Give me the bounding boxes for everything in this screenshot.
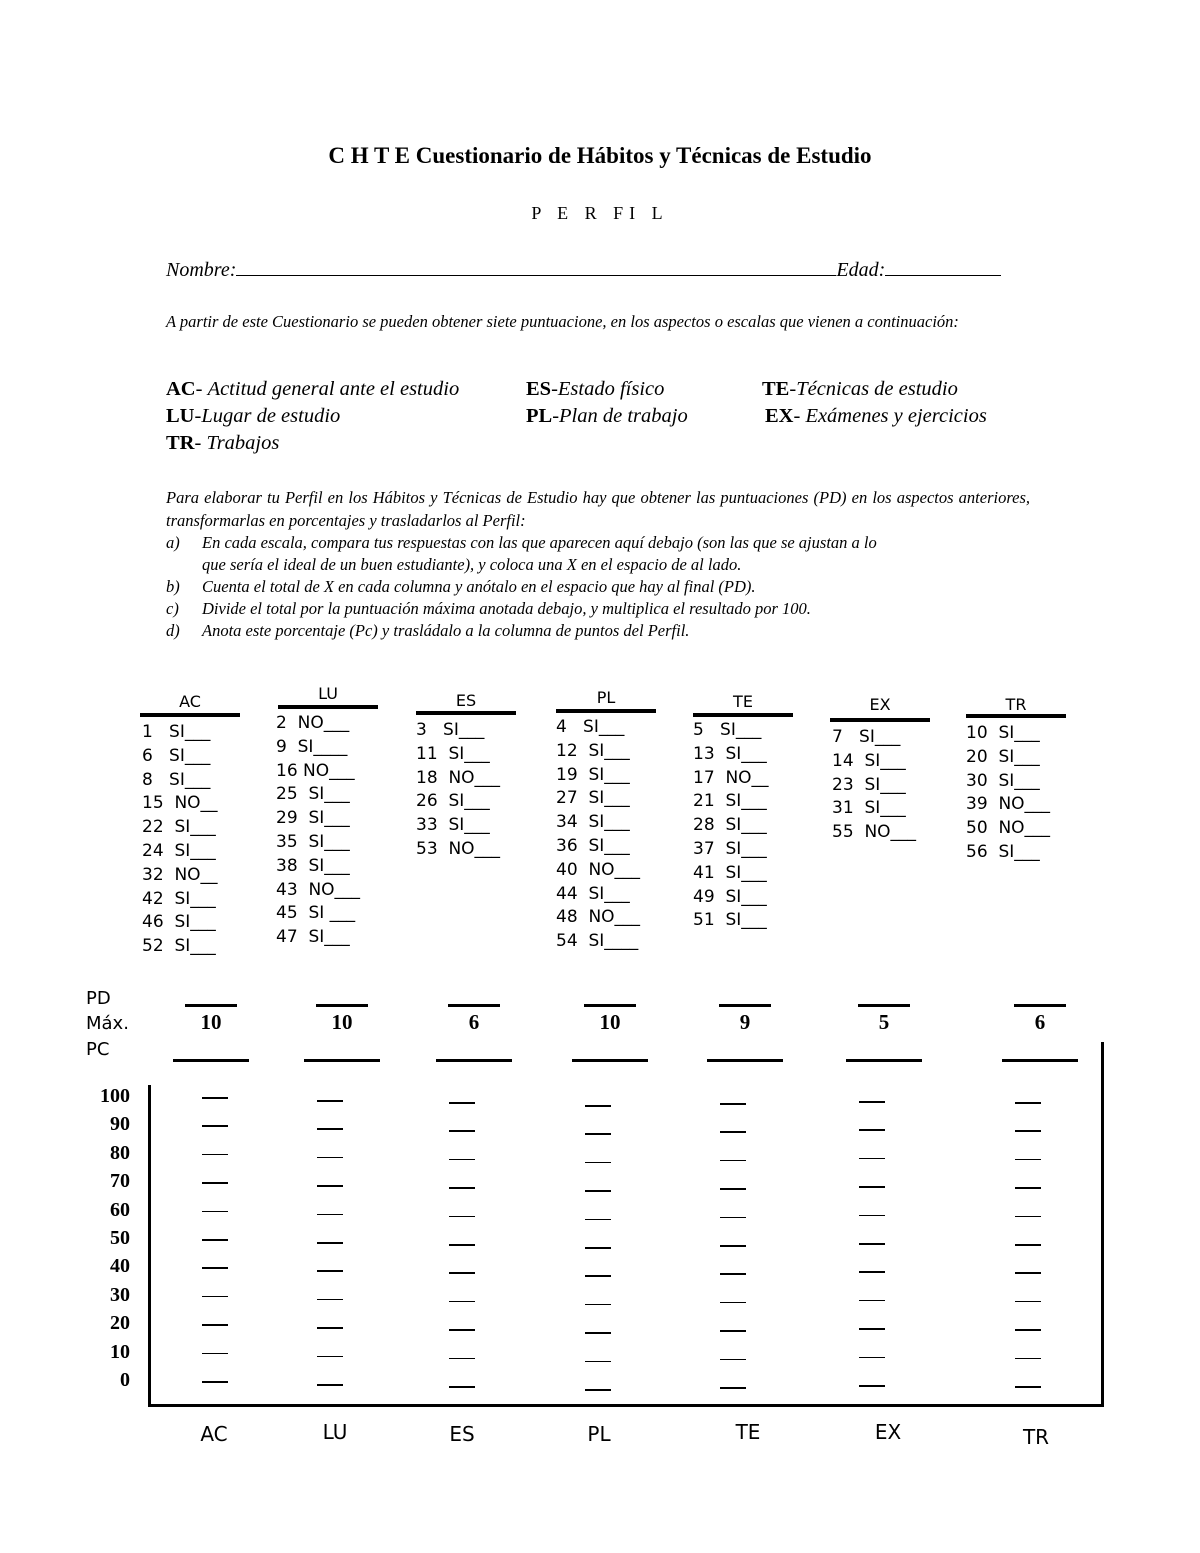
profile-point-slot[interactable] bbox=[859, 1300, 885, 1302]
scale-sep: - bbox=[793, 405, 806, 427]
profile-point-slot[interactable] bbox=[449, 1187, 475, 1189]
pd-blank[interactable] bbox=[448, 1004, 500, 1007]
answer-key-item[interactable]: 50 NO___ bbox=[966, 818, 1051, 839]
step-marker: d) bbox=[166, 621, 180, 640]
name-age-row bbox=[166, 255, 1001, 282]
name-field[interactable] bbox=[236, 255, 836, 276]
y-tick-label: 10 bbox=[110, 1340, 130, 1363]
answer-key-item[interactable]: 8 SI___ bbox=[142, 769, 211, 790]
step-text: En cada escala, compara tus respuestas con las que aparecen aquí debajo (son las que se ajustan a lo bbox=[202, 533, 877, 552]
profile-left-axis bbox=[148, 1085, 151, 1406]
profile-point-slot[interactable] bbox=[585, 1133, 611, 1135]
profile-point-slot[interactable] bbox=[202, 1211, 228, 1213]
answer-key-item[interactable]: 11 SI___ bbox=[416, 743, 490, 764]
y-tick-label: 40 bbox=[110, 1255, 130, 1278]
answer-key-item[interactable]: 21 SI___ bbox=[693, 791, 767, 812]
answer-key-item[interactable]: 43 NO___ bbox=[276, 879, 361, 900]
answer-key-item[interactable]: 56 SI___ bbox=[966, 842, 1040, 862]
profile-point-slot[interactable] bbox=[449, 1329, 475, 1331]
column-header-lu: LU bbox=[318, 684, 338, 703]
intro-text: A partir de este Cuestionario se pueden obtener siete puntuacione, en los aspectos o escalas que vienen a continuación: bbox=[166, 312, 959, 331]
profile-point-slot[interactable] bbox=[585, 1190, 611, 1192]
answer-key-item[interactable]: 48 NO___ bbox=[556, 907, 641, 928]
profile-point-slot[interactable] bbox=[1015, 1301, 1041, 1303]
answer-key-item[interactable]: 18 NO___ bbox=[416, 767, 501, 788]
profile-point-slot[interactable] bbox=[317, 1356, 343, 1358]
max-score-value: 9 bbox=[739, 1010, 751, 1034]
scale-es bbox=[526, 378, 664, 401]
y-tick-label: 100 bbox=[100, 1085, 130, 1107]
answer-key-item[interactable]: 2 NO___ bbox=[276, 713, 350, 733]
answer-key-item[interactable]: 38 SI___ bbox=[276, 855, 350, 876]
scale-label: Plan de trabajo bbox=[559, 405, 688, 427]
profile-point-slot[interactable] bbox=[720, 1273, 746, 1275]
answer-key-item[interactable]: 53 NO___ bbox=[416, 839, 501, 859]
x-axis-label-tr: TR bbox=[1022, 1425, 1050, 1449]
answer-key-item[interactable]: 6 SI___ bbox=[142, 745, 211, 766]
column-header-rule bbox=[966, 714, 1066, 718]
scale-label: Técnicas de estudio bbox=[796, 378, 958, 400]
pd-blank[interactable] bbox=[185, 1004, 237, 1007]
answer-key-item[interactable]: 19 SI___ bbox=[556, 764, 630, 785]
scale-sep: - bbox=[551, 378, 558, 400]
pc-blank[interactable] bbox=[173, 1059, 249, 1062]
scale-tr bbox=[166, 432, 279, 455]
profile-point-slot[interactable] bbox=[859, 1101, 885, 1103]
profile-point-slot[interactable] bbox=[449, 1102, 475, 1104]
profile-bottom-axis bbox=[148, 1404, 1103, 1407]
answer-key-item[interactable]: 24 SI___ bbox=[142, 841, 216, 861]
profile-point-slot[interactable] bbox=[449, 1301, 475, 1303]
instructions-lead: Para elaborar tu Perfil en los Hábitos y Técnicas de Estudio hay que obtener las puntuaciones (PD) en los aspectos anteriores, transformarlas en porcentajes y trasladarlos al Perfil: bbox=[166, 488, 1030, 530]
profile-point-slot[interactable] bbox=[449, 1244, 475, 1246]
column-header-tr: TR bbox=[1005, 695, 1027, 714]
profile-point-slot[interactable] bbox=[1015, 1386, 1041, 1388]
scale-sep: - bbox=[789, 378, 797, 400]
column-header-ac: AC bbox=[179, 692, 201, 711]
scale-lu bbox=[166, 405, 340, 428]
x-axis-label-ex: EX bbox=[874, 1420, 902, 1444]
profile-right-axis bbox=[1101, 1042, 1104, 1407]
answer-key-item[interactable]: 13 SI___ bbox=[693, 743, 767, 764]
profile-point-slot[interactable] bbox=[720, 1359, 746, 1361]
scale-ex bbox=[765, 405, 987, 428]
profile-point-slot[interactable] bbox=[317, 1242, 343, 1244]
answer-key-item[interactable]: 39 NO___ bbox=[966, 794, 1051, 815]
pd-blank[interactable] bbox=[858, 1004, 910, 1007]
scale-code: LU bbox=[166, 405, 195, 427]
profile-point-slot[interactable] bbox=[720, 1188, 746, 1190]
column-header-te: TE bbox=[733, 692, 753, 711]
profile-point-slot[interactable] bbox=[202, 1125, 228, 1127]
profile-point-slot[interactable] bbox=[1015, 1102, 1041, 1104]
answer-key-item[interactable]: 3 SI___ bbox=[416, 720, 485, 740]
profile-point-slot[interactable] bbox=[1015, 1187, 1041, 1189]
profile-point-slot[interactable] bbox=[317, 1100, 343, 1102]
scale-code: ES bbox=[526, 378, 552, 400]
profile-point-slot[interactable] bbox=[1015, 1159, 1041, 1161]
profile-point-slot[interactable] bbox=[859, 1328, 885, 1330]
scale-code: AC bbox=[166, 378, 196, 400]
answer-key-item[interactable]: 41 SI___ bbox=[693, 862, 767, 883]
answer-key-item[interactable]: 42 SI___ bbox=[142, 888, 216, 909]
profile-point-slot[interactable] bbox=[859, 1215, 885, 1217]
scale-sep: - bbox=[195, 378, 208, 400]
answer-key-item[interactable]: 7 SI___ bbox=[832, 727, 901, 747]
profile-point-slot[interactable] bbox=[859, 1243, 885, 1245]
scale-ac bbox=[166, 378, 459, 401]
scale-te bbox=[762, 378, 958, 401]
profile-point-slot[interactable] bbox=[317, 1327, 343, 1329]
pd-blank[interactable] bbox=[1014, 1004, 1066, 1007]
profile-point-slot[interactable] bbox=[449, 1159, 475, 1161]
answer-key-item[interactable]: 4 SI___ bbox=[556, 717, 625, 737]
answer-key-item[interactable]: 44 SI___ bbox=[556, 883, 630, 904]
answer-key-item[interactable]: 30 SI___ bbox=[966, 770, 1040, 791]
answer-key-item[interactable]: 12 SI___ bbox=[556, 740, 630, 761]
column-header-rule bbox=[693, 713, 793, 717]
max-label: Máx. bbox=[86, 1013, 129, 1034]
profile-point-slot[interactable] bbox=[202, 1267, 228, 1269]
scale-pl bbox=[526, 405, 688, 428]
answer-key-item[interactable]: 35 SI___ bbox=[276, 832, 350, 852]
profile-point-slot[interactable] bbox=[1015, 1358, 1041, 1360]
answer-key-item[interactable]: 52 SI___ bbox=[142, 936, 216, 957]
profile-point-slot[interactable] bbox=[449, 1358, 475, 1360]
scale-label: Trabajos bbox=[206, 432, 280, 454]
answer-key-item[interactable]: 23 SI___ bbox=[832, 774, 906, 795]
x-axis-label-lu: LU bbox=[322, 1420, 348, 1444]
profile-point-slot[interactable] bbox=[859, 1129, 885, 1131]
answer-key-item[interactable]: 51 SI___ bbox=[693, 910, 767, 931]
answer-key-item[interactable]: 16 NO___ bbox=[276, 760, 355, 781]
profile-point-slot[interactable] bbox=[585, 1304, 611, 1306]
column-header-pl: PL bbox=[596, 688, 616, 707]
answer-key-item[interactable]: 1 SI___ bbox=[142, 722, 211, 742]
column-header-rule bbox=[140, 713, 240, 717]
profile-point-slot[interactable] bbox=[1015, 1272, 1041, 1274]
profile-point-slot[interactable] bbox=[449, 1130, 475, 1132]
pc-blank[interactable] bbox=[436, 1059, 512, 1062]
answer-key-item[interactable]: 20 SI___ bbox=[966, 746, 1040, 767]
answer-key-item[interactable]: 9 SI____ bbox=[276, 736, 348, 757]
profile-point-slot[interactable] bbox=[720, 1302, 746, 1304]
column-header-ex: EX bbox=[869, 695, 891, 714]
profile-point-slot[interactable] bbox=[585, 1162, 611, 1164]
profile-point-slot[interactable] bbox=[859, 1158, 885, 1160]
profile-point-slot[interactable] bbox=[449, 1216, 475, 1218]
pc-blank[interactable] bbox=[707, 1059, 783, 1062]
scale-sep: - bbox=[194, 405, 202, 427]
answer-key-item[interactable]: 26 SI___ bbox=[416, 791, 490, 812]
answer-key-item[interactable]: 5 SI___ bbox=[693, 720, 762, 740]
column-header-rule bbox=[556, 709, 656, 713]
pc-blank[interactable] bbox=[1002, 1059, 1078, 1062]
scale-code: TR bbox=[166, 432, 195, 454]
answer-key-item[interactable]: 49 SI___ bbox=[693, 886, 767, 907]
scale-label: Actitud general ante el estudio bbox=[207, 378, 460, 400]
profile-point-slot[interactable] bbox=[585, 1389, 611, 1391]
answer-key-item[interactable]: 33 SI___ bbox=[416, 815, 490, 836]
profile-point-slot[interactable] bbox=[859, 1271, 885, 1273]
pc-label: PC bbox=[86, 1039, 110, 1060]
step-marker: b) bbox=[166, 577, 180, 596]
profile-point-slot[interactable] bbox=[449, 1386, 475, 1388]
scale-code: PL bbox=[526, 405, 553, 427]
profile-point-slot[interactable] bbox=[202, 1381, 228, 1383]
max-score-value: 10 bbox=[599, 1010, 621, 1034]
profile-point-slot[interactable] bbox=[202, 1239, 228, 1241]
profile-point-slot[interactable] bbox=[202, 1353, 228, 1355]
scale-label: Lugar de estudio bbox=[201, 405, 341, 427]
answer-key-item[interactable]: 47 SI___ bbox=[276, 927, 350, 948]
profile-point-slot[interactable] bbox=[585, 1275, 611, 1277]
profile-point-slot[interactable] bbox=[585, 1247, 611, 1249]
step-marker: a) bbox=[166, 533, 180, 552]
page-title: C H T E Cuestionario de Hábitos y Técnicas de Estudio bbox=[328, 143, 872, 168]
profile-point-slot[interactable] bbox=[585, 1105, 611, 1107]
profile-point-slot[interactable] bbox=[720, 1131, 746, 1133]
profile-point-slot[interactable] bbox=[720, 1245, 746, 1247]
x-axis-label-es: ES bbox=[449, 1422, 475, 1446]
profile-point-slot[interactable] bbox=[317, 1270, 343, 1272]
y-tick-label: 20 bbox=[110, 1312, 130, 1335]
answer-key-item[interactable]: 45 SI ___ bbox=[276, 903, 356, 924]
profile-point-slot[interactable] bbox=[585, 1361, 611, 1363]
pc-blank[interactable] bbox=[304, 1059, 380, 1062]
column-header-rule bbox=[278, 705, 378, 709]
profile-point-slot[interactable] bbox=[202, 1097, 228, 1099]
max-score-value: 6 bbox=[1034, 1010, 1046, 1034]
profile-point-slot[interactable] bbox=[317, 1384, 343, 1386]
pd-blank[interactable] bbox=[316, 1004, 368, 1007]
scale-sep: - bbox=[194, 432, 207, 454]
profile-point-slot[interactable] bbox=[720, 1103, 746, 1105]
max-score-value: 10 bbox=[200, 1010, 222, 1034]
profile-point-slot[interactable] bbox=[202, 1324, 228, 1326]
step-text: Divide el total por la puntuación máxima anotada debajo, y multiplica el resultado por 100. bbox=[202, 599, 811, 618]
answer-key-item[interactable]: 54 SI____ bbox=[556, 931, 639, 952]
step-text-continued: que sería el ideal de un buen estudiante), y coloca una X en el espacio de al lado. bbox=[202, 555, 742, 574]
profile-point-slot[interactable] bbox=[317, 1185, 343, 1187]
answer-key-item[interactable]: 29 SI___ bbox=[276, 808, 350, 829]
profile-point-slot[interactable] bbox=[317, 1299, 343, 1301]
profile-point-slot[interactable] bbox=[585, 1219, 611, 1221]
answer-key-item[interactable]: 55 NO___ bbox=[832, 822, 917, 843]
profile-point-slot[interactable] bbox=[317, 1157, 343, 1159]
answer-key-item[interactable]: 46 SI___ bbox=[142, 912, 216, 933]
profile-point-slot[interactable] bbox=[1015, 1329, 1041, 1331]
scale-label: Estado físico bbox=[557, 378, 665, 400]
profile-point-slot[interactable] bbox=[720, 1387, 746, 1389]
profile-point-slot[interactable] bbox=[859, 1357, 885, 1359]
profile-point-slot[interactable] bbox=[317, 1214, 343, 1216]
y-tick-label: 30 bbox=[110, 1283, 130, 1306]
x-axis-label-pl: PL bbox=[587, 1422, 611, 1446]
column-header-rule bbox=[830, 718, 930, 722]
profile-point-slot[interactable] bbox=[720, 1330, 746, 1332]
y-tick-label: 70 bbox=[110, 1170, 130, 1193]
y-tick-label: 80 bbox=[110, 1141, 130, 1164]
scale-code: EX bbox=[765, 405, 794, 427]
profile-point-slot[interactable] bbox=[585, 1332, 611, 1334]
profile-point-slot[interactable] bbox=[317, 1128, 343, 1130]
answer-key-item[interactable]: 25 SI___ bbox=[276, 784, 350, 805]
profile-point-slot[interactable] bbox=[720, 1160, 746, 1162]
y-tick-label: 0 bbox=[120, 1369, 130, 1391]
pd-blank[interactable] bbox=[719, 1004, 771, 1007]
max-score-value: 10 bbox=[331, 1010, 353, 1034]
pc-blank[interactable] bbox=[572, 1059, 648, 1062]
answer-key-item[interactable]: 10 SI___ bbox=[966, 723, 1040, 743]
scale-sep: - bbox=[552, 405, 560, 427]
page-subtitle: P E R FI L bbox=[531, 203, 669, 223]
scale-label: Exámenes y ejercicios bbox=[805, 405, 987, 427]
age-label: Edad: bbox=[836, 259, 886, 281]
y-tick-label: 60 bbox=[110, 1198, 130, 1221]
answer-key-item[interactable]: 14 SI___ bbox=[832, 750, 906, 771]
x-axis-label-te: TE bbox=[735, 1420, 761, 1444]
step-text: Cuenta el total de X en cada columna y anótalo en el espacio que hay al final (PD). bbox=[202, 577, 756, 596]
answer-key-item[interactable]: 22 SI___ bbox=[142, 817, 216, 838]
profile-point-slot[interactable] bbox=[202, 1296, 228, 1298]
pd-blank[interactable] bbox=[584, 1004, 636, 1007]
profile-point-slot[interactable] bbox=[202, 1154, 228, 1156]
answer-key-item[interactable]: 34 SI___ bbox=[556, 812, 630, 833]
x-axis-label-ac: AC bbox=[200, 1422, 228, 1446]
profile-point-slot[interactable] bbox=[1015, 1130, 1041, 1132]
max-score-value: 6 bbox=[468, 1010, 480, 1034]
profile-point-slot[interactable] bbox=[449, 1272, 475, 1274]
max-score-value: 5 bbox=[878, 1010, 890, 1034]
answer-key-item[interactable]: 31 SI___ bbox=[832, 798, 906, 819]
pd-label: PD bbox=[86, 988, 111, 1009]
profile-point-slot[interactable] bbox=[859, 1186, 885, 1188]
scale-code: TE bbox=[762, 378, 790, 400]
profile-point-slot[interactable] bbox=[1015, 1216, 1041, 1218]
answer-key-item[interactable]: 27 SI___ bbox=[556, 788, 630, 809]
answer-key-item[interactable]: 36 SI___ bbox=[556, 836, 630, 856]
y-tick-label: 90 bbox=[110, 1113, 130, 1136]
answer-key-item[interactable]: 37 SI___ bbox=[693, 839, 767, 859]
profile-point-slot[interactable] bbox=[720, 1217, 746, 1219]
name-label: Nombre: bbox=[166, 259, 237, 281]
profile-point-slot[interactable] bbox=[859, 1385, 885, 1387]
column-header-es: ES bbox=[455, 691, 477, 710]
answer-key-item[interactable]: 17 NO__ bbox=[693, 767, 769, 788]
answer-key-item[interactable]: 32 NO__ bbox=[142, 864, 218, 885]
step-marker: c) bbox=[166, 599, 179, 618]
column-header-rule bbox=[416, 711, 516, 715]
age-field[interactable] bbox=[885, 255, 1001, 276]
pc-blank[interactable] bbox=[846, 1059, 922, 1062]
answer-key-item[interactable]: 15 NO__ bbox=[142, 793, 218, 814]
y-tick-label: 50 bbox=[110, 1227, 130, 1249]
answer-key-item[interactable]: 28 SI___ bbox=[693, 815, 767, 836]
profile-point-slot[interactable] bbox=[1015, 1244, 1041, 1246]
step-text: Anota este porcentaje (Pc) y trasládalo a la columna de puntos del Perfil. bbox=[202, 621, 690, 640]
profile-point-slot[interactable] bbox=[202, 1182, 228, 1184]
answer-key-item[interactable]: 40 NO___ bbox=[556, 859, 641, 880]
